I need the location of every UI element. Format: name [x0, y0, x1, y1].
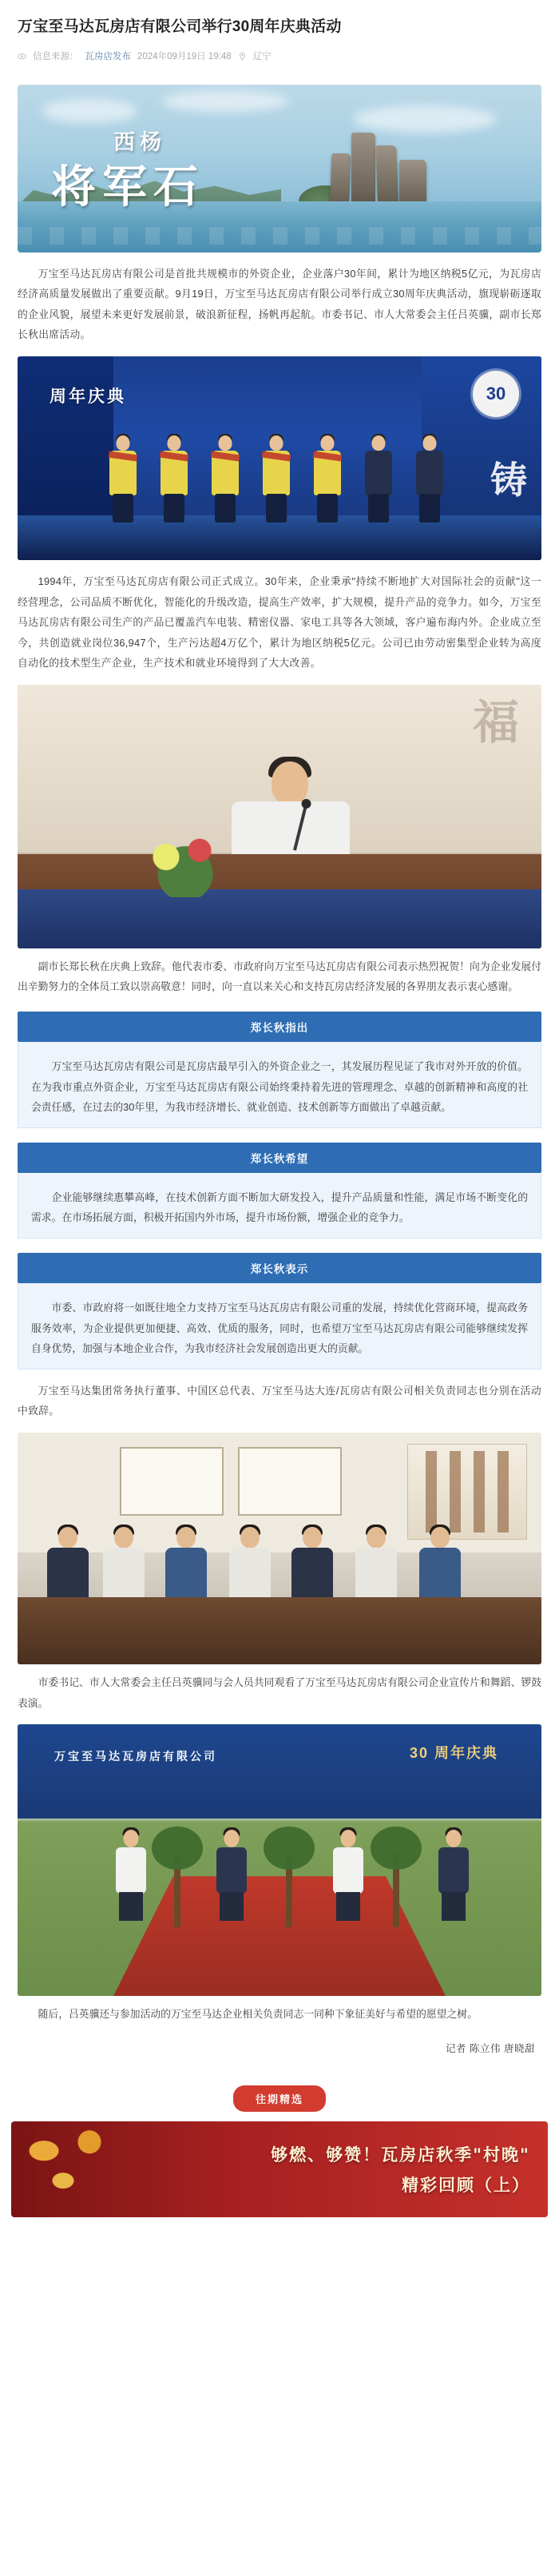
section-header-1: 郑长秋指出 [18, 1012, 541, 1042]
source-label: 信息来源： [33, 51, 79, 62]
promo-title-line2: 精彩回顾（上） [402, 2174, 530, 2195]
promo-title-line1: 够燃、够赞！瓦房店秋季"村晚" [271, 2144, 530, 2165]
article-meta [18, 50, 541, 66]
section-header-3: 郑长秋表示 [18, 1253, 541, 1283]
section-body-3 [18, 1283, 541, 1369]
publish-date: 2024年09月19日 19:48 [137, 51, 232, 62]
hero-banner-image [18, 85, 541, 252]
section-body-1 [18, 1042, 541, 1128]
paragraph-intro: 万宝至马达瓦房店有限公司是首批共规模市的外资企业，企业落户30年间，累计为地区纳税5亿元，为瓦房店经济高质量发展做出了重要贡献。9月19日，万宝至马达瓦房店有限公司举行成立30周年庆典活动，旗现崭砺逐取的企业风貌，展望未来更好发展前景，破浪新征程，扬帆再起航。市委书记、市人大常委会主任吕英骥，副市长郑长秋出席活动。 [18, 267, 541, 341]
section-header-2: 郑长秋希望 [18, 1143, 541, 1173]
planting-wall-text: 万宝至马达瓦房店有限公司 [54, 1750, 217, 1763]
location-icon [238, 52, 247, 61]
section-1-text: 万宝至马达瓦房店有限公司是瓦房店最早引入的外资企业之一，其发展历程见证了我市对外开放的价值。在为我市重点外资企业，万宝至马达瓦房店有限公司始终秉持着先进的管理理念、卓越的创新精神和高度的社会责任感，在过去的30年里，为我市经济增长、就业创造、技术创新等方面做出了卓越贡献。 [31, 1060, 528, 1114]
backdrop-calligraphy: 福 [472, 694, 519, 749]
panel-meeting-photo [18, 1433, 541, 1664]
tree-planting-figure [18, 1724, 541, 2025]
related-articles-section [0, 2077, 559, 2217]
stage-headline: 周年庆典 [50, 385, 126, 406]
panel-meeting-caption: 市委书记、市人大常委会主任吕英骥同与会人员共同观看了万宝至马达瓦房店有限公司企业宣传片和舞蹈、锣鼓表演。 [18, 1676, 541, 1709]
source-account[interactable]: 瓦房店发布 [85, 51, 131, 62]
paragraph-executives: 万宝至马达集团常务执行董事、中国区总代表、万宝至马达大连/瓦房店有限公司相关负责同志也分别在活动中致辞。 [18, 1384, 541, 1417]
stage-anniversary-badge: 30 [473, 371, 519, 417]
stage-backdrop-character: 铸 [490, 458, 527, 502]
tree-planting-photo [18, 1724, 541, 1996]
planting-wall-badge: 30 周年庆典 [409, 1745, 498, 1762]
hero-title-large: 将军石 [51, 160, 204, 213]
lantern-icon [18, 2126, 137, 2214]
article-byline: 记者 陈立伟 唐晓甜 [446, 2042, 535, 2054]
paragraph-history: 1994年，万宝至马达瓦房店有限公司正式成立。30年来，企业秉承"持续不断地扩大对国际社会的贡献"这一经营理念，公司品质不断优化，智能化的升级改造，提高生产效率，扩大规模，提升产品的竞争力。如今，万宝至马达瓦房店有限公司生产的产品已覆盖汽车电装、精密仪器、家电工具等各大领域，客户遍布海内外。企业成立至今，共创造就业岗位36,947个，生产污达超4万亿个，累计为地区纳税5亿元。公司已由劳动密集型企业转为高度自动化的技术型生产企业，生产技术和就业环境得到了大大改善。 [18, 574, 541, 670]
speech-podium-caption: 副市长郑长秋在庆典上致辞。他代表市委、市政府向万宝至马达瓦房店有限公司表示热烈祝贺！向为企业发展付出辛勤努力的全体员工致以崇高敬意！同时，向一直以来关心和支持瓦房店经济发展的各界朋友表示衷心感谢。 [18, 960, 541, 993]
ceremony-stage-photo [18, 356, 541, 560]
hero-title-small: 西杨 [113, 129, 166, 155]
speech-podium-figure [18, 685, 541, 997]
tree-planting-caption: 随后，吕英骥还与参加活动的万宝至马达企业相关负责同志一同种下象征美好与希望的愿望之树。 [38, 2008, 478, 2021]
panel-meeting-figure [18, 1433, 541, 1713]
related-articles-pill: 往期精选 [233, 2085, 326, 2112]
hero-banner-figure [18, 85, 541, 252]
speech-podium-photo [18, 685, 541, 948]
article-content [0, 85, 559, 2077]
section-2-text: 企业能够继续惠攀高峰，在技术创新方面不断加大研发投入，提升产品质量和性能，满足市场不断变化的需求。在市场拓展方面，积极开拓国内外市场，提升市场份额，增强企业的竞争力。 [31, 1191, 528, 1224]
article-header [0, 0, 559, 74]
eye-icon [18, 52, 26, 61]
ceremony-stage-figure [18, 356, 541, 560]
promo-card[interactable] [11, 2121, 548, 2217]
location-label: 辽宁 [252, 51, 272, 62]
section-3-text: 市委、市政府将一如既往地全力支持万宝至马达瓦房店有限公司重的发展，持续优化营商环境，提高政务服务效率，为企业提供更加便捷、高效、优质的服务，同时，也希望万宝至马达瓦房店有限公司能够继续发挥自身优势，加强与本地企业合作，为我市经济社会发展创造出更大的贡献。 [31, 1302, 528, 1355]
page-title: 万宝至马达瓦房店有限公司举行30周年庆典活动 [18, 18, 342, 35]
section-body-2 [18, 1173, 541, 1238]
